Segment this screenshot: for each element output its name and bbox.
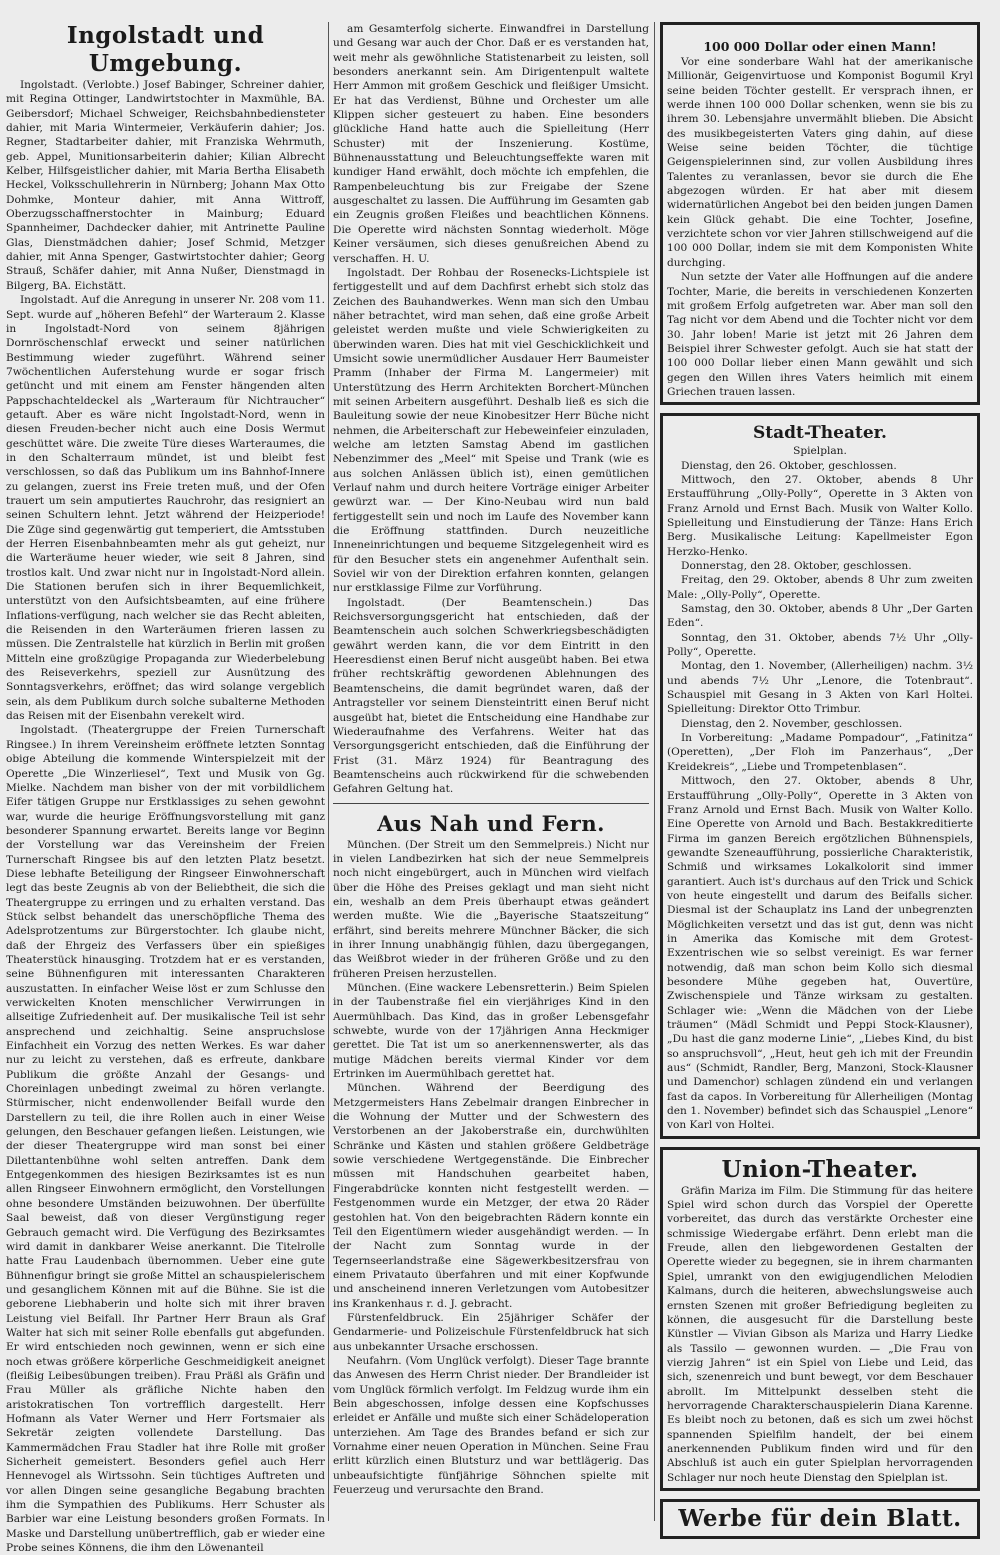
listing-entry: Mittwoch, den 27. Oktober, abends 8 Uhr Erstaufführung „Olly-Polly“, Operette in 3 Akten von Franz Arnold und Ernst Bach. Musik von Walter Kollo. Spielleitung und Einstudierung der Tänze: Hans Erich Berg. Musikalische Leitung: Kapellmeister Egon Herzko-Henko. <box>667 473 973 558</box>
section-heading: Ingolstadt und Umgebung. <box>66 22 265 77</box>
boxed-article <box>660 22 980 405</box>
article-paragraph: Ingolstadt. Der Rohbau der Rosenecks-Lichtspiele ist fertiggestellt und auf dem Dachfirst erhebt sich stolz das Zeichen des Bauhandwerkes. Wenn man sich den Umbau näher betrachtet, wird man sehen, daß eine große Arbeit geleistet werden mußte und viele Schwierigkeiten zu überwinden waren. Dies hat mit viel Geschicklichkeit und Umsicht sowie unermüdlicher Ausdauer Herr Baumeister Pramm (Inhaber der Firma M. Langermeier) mit Unterstützung des Herrn Architekten Borchert-München mit seinen Arbeitern ausgeführt. Deshalb ließ es sich die Bauleitung sowie der neue Kinobesitzer Herr Büche nicht nehmen, die Arbeiterschaft zur Hebeweinfeier einzuladen, welche am letzten Samstag Abend im gastlichen Nebenzimmer des „Meel“ mit Speise und Trank (wie es aus solchen Anlässen üblich ist), einen gemütlichen Verlauf nahm und durch heitere Vorträge einiger Arbeiter gewürzt war. — Der Kino-Neubau wird nun bald fertiggestellt sein und noch im Laufe des November kann die Eröffnung stattfinden. Durch neuzeitliche Inneneinrichtungen und bequeme Sitzgelegenheit wird es für den Besucher stets ein angenehmer Aufenthalt sein. Soviel wir von der Direktion erfahren konnten, gelangen nur erstklassige Filme zur Vorführung. <box>333 266 649 595</box>
article-paragraph: Ingolstadt. (Verlobte.) Josef Babinger, Schreiner dahier, mit Regina Ottinger, Landwirtstochter in Maxmühle, BA. Geibersdorf; Michael Schweiger, Reichsbahnbediensteter dahier, mit Maria Wintermeier, Verkäuferin dahier; Jos. Regner, Stadtarbeiter dahier, mit Franziska Wehrmuth, geb. Appel, Munitionsarbeiterin dahier; Kilian Albrecht Kelber, Hilfsgeistlicher dahier, mit Maria Bertha Elisabeth Heckel, Volksschullehrerin in Nürnberg; Johann Max Otto Dohmke, Monteur dahier, mit Anna Wittroff, Oberzugsschaffnerstochter in Mainburg; Eduard Spannheimer, Dachdecker dahier, mit Antrinette Pauline Glas, Dienstmädchen dahier; Josef Schmid, Metzger dahier, mit Anna Spenger, Gastwirtstochter dahier; Georg Strauß, Schäfer dahier, mit Anna Nußer, Dienstmagd in Bilgerg, BA. Eichstätt. <box>6 79 325 292</box>
listing-entry: Freitag, den 29. Oktober, abends 8 Uhr zum zweiten Male: „Olly-Polly“, Operette. <box>667 574 973 601</box>
article-paragraph: Ingolstadt. Auf die Anregung in unserer Nr. 208 vom 11. Sept. wurde auf „höheren Befehl“ der Warteraum 2. Klasse in Ingolstadt-Nord von seinem 8jährigen Dornröschenschlaf erweckt und seiner natürlichen Bestimmung wieder zugeführt. Während seiner 7wöchentlichen Auferstehung wurde er sogar frisch getüncht und mit einem am Fenster hängenden alten Pappschachteldeckel als „Warteraum für Nichtraucher“ getauft. Aber es wäre nicht Ingolstadt-Nord, wenn in diesen Freuden-becher nicht auch eine Dosis Wermut geschüttet wäre. Die zweite Türe dieses Warteraumes, die in den Schalterraum mündet, ist und bleibt fest verschlossen, so daß das Publikum um ins Bahnhof-Innere zu gelangen, zuerst ins Freie treten muß, und der Ofen trauert um sein amputiertes Rauchrohr, das resigniert an seinen Schultern lehnt. Jetzt während der Heizperiode! Die Züge sind gegenwärtig gut temperiert, die Amtsstuben der Herren Eisenbahnbeamten mehr als gut geheizt, nur die Warteräume heuer wieder, wie seit 8 Jahren, sind trostlos kalt. Und zwar nicht nur in Ingolstadt-Nord allein. Die Stationen berufen sich in ihrer Bequemlichkeit, unterstützt von den Aufsichtsbeamten, auf eine frühere Inflations-verfügung, nach welcher sie das Recht ableiten, die Reisenden in den Warteräumen frieren lassen zu müssen. Die Zentralstelle hat kürzlich in Berlin mit großen Mitteln eine großzügige Propaganda zur Wiederbelebung des Reiseverkehrs, speziell zur Ausnützung des Sonntagsverkehrs, eröffnet; das wird solange vergeblich sein, als dem Publikum durch solche subalterne Methoden das Reisen mit der Eisenbahn verekelt wird. <box>6 294 325 723</box>
article-body <box>667 55 973 399</box>
section-heading: Union-Theater. <box>721 1155 919 1183</box>
theater-listing <box>660 413 980 1139</box>
listing-entry: Dienstag, den 26. Oktober, geschlossen. <box>681 459 897 472</box>
article-title: 100 000 Dollar oder einen Mann! <box>703 39 937 54</box>
article-paragraph: am Gesamterfolg sicherte. Einwandfrei in Darstellung und Gesang war auch der Chor. Daß er es verstanden hat, weit mehr als gewöhnliche Statistenarbeit zu leisten, soll besonders anerkannt sein. Am Dirigentenpult waltete Herr Ammon mit großem Geschick und fleißiger Umsicht. Er hat das Verdienst, Bühne und Orchester um alle Klippen sicher gesteuert zu haben. Eine besonders glückliche Hand hatte auch die Spielleitung (Herr Schuster) mit der Inszenierung. Kostüme, Bühnenausstattung und Beleuchtungseffekte waren mit kundiger Hand erwählt, doch möchte ich empfehlen, die Rampenbeleuchtung bis zur Freigabe der Szene ausgeschaltet zu lassen. Die Aufführung im Gesamten gab ein Zeugnis großen Fleißes und beachtlichen Könnens. Die Operette wird nächsten Sonntag wiederholt. Möge Keiner versäumen, sich dieses genußreichen Abend zu verschaffen. H. U. <box>333 23 649 265</box>
listing-entry: Donnerstag, den 28. Oktober, geschlossen. <box>681 560 912 572</box>
section-heading: Stadt-Theater. <box>753 423 887 444</box>
section-heading: Aus Nah und Fern. <box>377 810 605 836</box>
listing-entry: In Vorbereitung: „Madame Pompadour“, „Fatinitza“ (Operetten), „Der Floh im Panzerhaus“, „Der Kreidekreis“, „Liebe und Trompetenblasen“. <box>667 732 973 773</box>
column-rule <box>328 22 329 1521</box>
column-2 <box>333 22 649 1523</box>
listing-body <box>667 1184 973 1485</box>
divider <box>333 803 649 804</box>
listing-entry: Sonntag, den 31. Oktober, abends 7½ Uhr „Olly-Polly“, Operette. <box>667 631 973 659</box>
listing-entry: Dienstag, den 2. November, geschlossen. <box>681 717 903 730</box>
review-paragraph: Gräfin Mariza im Film. Die Stimmung für das heitere Spiel wird schon durch das Vorspiel der Operette vorbereitet, das durch das verstärkte Orchester eine schmissige Wiedergabe erfährt. Denn erlebt man die Freude, allen den liebgewordenen Gestalten der Operette wieder zu begegnen, sie in ihrem charmanten Spiel, umrankt von den ewigjugendlichen Melodien Kalmans, durch die heiteren, abwechslungsweise auch ernsten Szenen mit großer Befriedigung begleiten zu können, die ausgesucht für die Darstellung beste Künstler — Vivian Gibson als Mariza und Harry Liedke als Tassilo — gewonnen wurden. — „Die Frau von vierzig Jahren“ ist ein Spiel von Liebe und Leid, das sich, szenenreich und bunt bewegt, vor dem Beschauer abrollt. Im Mittelpunkt desselben steht die hervorragende Charakterschauspielerin Diana Karenne. Es bleibt noch zu betonen, daß es sich um zwei höchst spannenden Spielfilm handelt, der bei einem anerkennenden Publikum finden wird und für den Abschluß ist auch ein guter Spielplan hervorragenden Schlager nur noch heute Dienstag den Spielplan ist. <box>667 1184 973 1484</box>
article-paragraph: München. (Der Streit um den Semmelpreis.) Nicht nur in vielen Landbezirken hat sich der neue Semmelpreis noch nicht eingebürgert, auch in München wird vielfach über die Höhe des Preises geklagt und man sieht nicht ein, weshalb an dem Preis überhaupt etwas geändert werden mußte. Wie die „Bayerische Staatszeitung“ erfährt, sind bereits mehrere Münchner Bäcker, die sich in ihrer Innung unabhängig fühlen, dazu übergegangen, das Weißbrot wieder in der früheren Größe und zu den früheren Preisen herzustellen. <box>333 838 649 980</box>
listing-body <box>667 459 973 1133</box>
cinema-listing <box>660 1147 980 1491</box>
advert-slogan: Werbe für dein Blatt. <box>678 1504 962 1532</box>
article-paragraph: Vor eine sonderbare Wahl hat der amerikanische Millionär, Geigenvirtuose und Komponist Bogumil Kryl seine beiden Töchter gestellt. Er versprach ihnen, er werde ihnen 100 000 Dollar schenken, wenn sie bis zu ihrem 30. Lebensjahre unvermählt blieben. Die Absicht des musikbegeisterten Vaters ging dahin, auf diese Weise seine beiden Töchter, die tüchtige Geigenspielerinnen sind, zur vollen Ausbildung ihres Talentes zu veranlassen, bevor sie durch die Ehe abgezogen würden. Er hat aber mit diesem widernatürlichen Angebot bei den beiden jungen Damen kein Glück gehabt. Die eine Tochter, Josefine, verzichtete schon vor vier Jahren stillschweigend auf die 100 000 Dollar, indem sie mit dem Komponisten White durchging. <box>667 56 973 269</box>
article-paragraph: München. (Eine wackere Lebensretterin.) Beim Spielen in der Taubenstraße fiel ein vierjähriges Kind in den Auermühlbach. Das Kind, das in großer Lebensgefahr schwebte, wurde von der 17jährigen Anna Heckmiger gerettet. Die Tat ist um so anerkennenswerter, als das mutige Mädchen bereits viermal Kinder vor dem Ertrinken im Auermühlbach gerettet hat. <box>333 982 649 1081</box>
article-paragraph: München. Während der Beerdigung des Metzgermeisters Hans Zebelmair drangen Einbrecher in die Wohnung der Mutter und der Schwestern des Verstorbenen an der Jakoberstraße ein, durchwühlten Schränke und Kästen und stahlen größere Geldbeträge sowie verschiedene Wertgegenstände. Die Einbrecher müssen mit Handschuhen gearbeitet haben, Fingerabdrücke konnten nicht festgestellt werden. — Festgenommen wurde ein Metzger, der etwa 20 Räder gestohlen hat. Von den beigebrachten Rädern konnte ein Teil den Eigentümern wieder ausgehändigt werden. — In der Nacht zum Sonntag wurde in der Tegernseerlandstraße eine Sägewerkbesitzersfrau von einem Privatauto überfahren und mit einer Kopfwunde und anscheinend inneren Verletzungen vom Autobesitzer ins Krankenhaus r. d. J. gebracht. <box>333 1082 649 1310</box>
advert-box <box>660 1499 980 1539</box>
article-paragraph: Neufahrn. (Vom Unglück verfolgt). Dieser Tage brannte das Anwesen des Herrn Christ nieder. Der Brandleider ist vom Unglück förmlich verfolgt. Im Feldzug wurde ihm ein Bein abgeschossen, infolge dessen eine Kopfschusses erleidet er Anfälle und mußte sich einer Schädeloperation unterziehen. Am Tage des Brandes befand er sich zur Vornahme einer neuen Operation in München. Seine Frau erlitt kürzlich einen Blutsturz und war bettlägerig. Das unbeaufsichtigte fünfjährige Söhnchen spielte mit Feuerzeug und verursachte den Brand. <box>333 1354 649 1497</box>
article-paragraph: Nun setzte der Vater alle Hoffnungen auf die andere Tochter, Marie, die bereits in verschiedenen Konzerten mit großem Erfolg aufgetreten war. Aber man soll den Tag nicht vor dem Abend und die Tochter nicht vor dem 30. Jahr loben! Marie ist jetzt mit 26 Jahren dem Beispiel ihrer Schwester gefolgt. Auch sie hat statt der 100 000 Dollar lieber einen Mann gewählt und sich gegen den Willen ihres Vaters heimlich mit einem Griechen trauen lassen. <box>667 271 973 398</box>
column-3 <box>660 22 980 1532</box>
article-paragraph: Fürstenfeldbruck. Ein 25jähriger Schäfer der Gendarmerie- und Polizeischule Fürstenfeldbruck hat sich aus unbekannter Ursache erschossen. <box>333 1311 649 1353</box>
subheading: Spielplan. <box>793 445 847 458</box>
article-body <box>333 838 649 1498</box>
article-body <box>6 78 325 1555</box>
article-body <box>333 22 649 797</box>
article-paragraph: Ingolstadt. (Theatergruppe der Freien Turnerschaft Ringsee.) In ihrem Vereinsheim eröffnete letzten Sonntag obige Abteilung die kommende Winterspielzeit mit der Operette „Die Winzerliesel“, Text und Musik von Gg. Mielke. Nachdem man bisher von der mit vorbildlichem Eifer tätigen Gruppe nur Erstklassiges zu sehen gewohnt war, wurde die heurige Eröffnungsvorstellung mit ganz besonderer Spannung erwartet. Bereits lange vor Beginn der Vorstellung war das Vereinsheim der Freien Turnerschaft Ringsee bis auf den letzten Platz besetzt. Diese lebhafte Beteiligung der Ringseer Einwohnerschaft legt das beste Zeugnis ab von der Beliebtheit, die sich die Theatergruppe zu erringen und zu erhalten verstand. Das Stück selbst behandelt das unerschöpfliche Thema des Adelsprotzentums zur Bürgerstochter. Ich glaube nicht, daß der Ehrgeiz des Verfassers über ein spießiges Theaterstück hinausging. Trotzdem hat er es verstanden, seine Bühnenfiguren mit interessanten Charakteren auszustatten. In einfacher Weise löst er zum Schlusse den verwickelten Knoten menschlicher Verwirrungen in allseitige Zufriedenheit auf. Der musikalische Teil ist sehr ansprechend und zeichhaltig. Seine anspruchslose Einfachheit ein Vorzug des netten Werkes. Es war daher nur zu leicht zu verstehen, daß es erfreute, dankbare Publikum die größte Anzahl der Gesangs- und Choreinlagen unbedingt zweimal zu hören verlangte. Stürmischer, nicht endenwollender Beifall wurde den Darstellern zu teil, die ihre Rollen auch in einer Weise gelungen, den Beschauer gefangen ließen. Leistungen, wie der dieser Theatergruppe wird man sonst bei einer Dilettantenbühne wohl selten antreffen. Dank dem Entgegenkommen des hiesigen Bezirksamtes ist es nun allen Ringseer Einwohnern ermöglicht, den Vorstellungen ohne besondere Umständen beizuwohnen. Der überfüllte Saal beweist, daß von dieser Vergünstigung reger Gebrauch gemacht wird. Die Verfügung des Bezirksamtes wird damit in dankbarer Weise anerkannt. Die Titelrolle hatte Frau Laudenbach übernommen. Ueber eine gute Bühnenfigur bringt sie große Mittel an schauspielerischem und gesanglichem Können mit auf die Bühne. Sie ist die geborene Liebhaberin und holte sich mit ihrer braven Leistung viel Beifall. Ihr Partner Herr Braun als Graf Walter hat sich mit seiner Rolle ebenfalls gut abgefunden. Er wird entschieden noch gewinnen, wenn er sich eine noch etwas größere körperliche Geschmeidigkeit aneignet (fleißig Leibesübungen treiben). Frau Präßl als Gräfin und Frau Müller als gräfliche Nichte haben den aristokratischen Ton vortrefflich dargestellt. Herr Hofmann als Vater Werner und Herr Fortsmaier als Sekretär zeigten vollendete Darstellung. Das Kammermädchen Frau Stadler hat ihre Rolle mit großer Sicherheit gemeistert. Besonders gefiel auch Herr Hennevogel als Wirtssohn. Sein tüchtiges Auftreten und vor allen Dingen seine gesangliche Begabung brachten ihm die Sympathien des Publikums. Herr Schuster als Barbier war eine Leistung besonders großen Formats. In Maske und Darstellung unübertrefflich, gab er wieder eine Probe seines Könnens, die ihm den Löwenanteil <box>6 724 325 1555</box>
column-rule <box>654 22 655 1521</box>
article-paragraph: Ingolstadt. (Der Beamtenschein.) Das Reichsversorgungsgericht hat entschieden, daß der Beamtenschein auch solchen Schwerkriegsbeschädigten gewährt werden kann, die vor dem Eintritt in den Heeresdienst einen Beruf nicht ausgeübt haben. Bei etwa früher rechtskräftig gewordenen Ablehnungen des Beamtenscheins, die damit begründet waren, daß der Antragsteller vor seinem Diensteintritt einen Beruf nicht ausgeübt hat, bietet die Entscheidung eine Handhabe zur Wiederaufnahme des Verfahrens. Weiter hat das Versorgungsgericht entschieden, daß die Einführung der Frist (31. März 1924) für Beantragung des Beamtenscheins auch rückwirkend für die schwebenden Gefahren Geltung hat. <box>333 596 649 796</box>
review-paragraph: Mittwoch, den 27. Oktober, abends 8 Uhr, Erstaufführung „Olly-Polly“, Operette in 3 Akten von Franz Arnold und Ernst Bach. Musik von Walter Kollo. Eine Operette von Arnold und Bach. Bestakkreditierte Firma im ganzen Bereich ergötzlichen Bühnenspiels, gewandte Szeneaufführung, possierliche Charakteristik, Schmiß und wirksames Lokalkolorit sind immer garantiert. Auch ist's durchaus auf den Trick und Schick von heute eingestellt und darum des Beifalls sicher. Diesmal ist der Schauplatz ins Land der unbegrenzten Möglichkeiten versetzt und das ist gut, denn was nicht in Amerika das Komische mit dem Grotest-Exzentrischen wie so selbst vereinigt. Es war ferner notwendig, daß man schon beim Kollo sich diesmal besondere Mühe gegeben hat, Ouvertüre, Zwischenspiele und Tänze wirksam zu gestalten. Schlager wie: „Wenn die Mädchen von der Liebe träumen“ (Mädl Schmidt und Peppi Stock-Klausner), „Du hast die ganz moderne Linie“, „Liebes Kind, du bist so anspruchsvoll“, „Heut, heut geh ich mit der Freundin aus“ (Schmidt, Randler, Berg, Manzoni, Stock-Klausner und Damenchor) schlagen zündend ein und verlangen fast da capos. In Vorbereitung für Allerheiligen (Montag den 1. November) befindet sich das Schauspiel „Lenore“ von Karl von Holtei. <box>667 775 973 1132</box>
listing-entry: Montag, den 1. November, (Allerheiligen) nachm. 3½ und abends 7½ Uhr „Lenore, die Totenbraut“. Schauspiel mit Gesang in 3 Akten von Karl Holtei. Spielleitung: Direktor Otto Trimbur. <box>667 660 973 716</box>
listing-entry: Samstag, den 30. Oktober, abends 8 Uhr „Der Garten Eden“. <box>667 603 973 630</box>
column-1 <box>6 22 325 1555</box>
